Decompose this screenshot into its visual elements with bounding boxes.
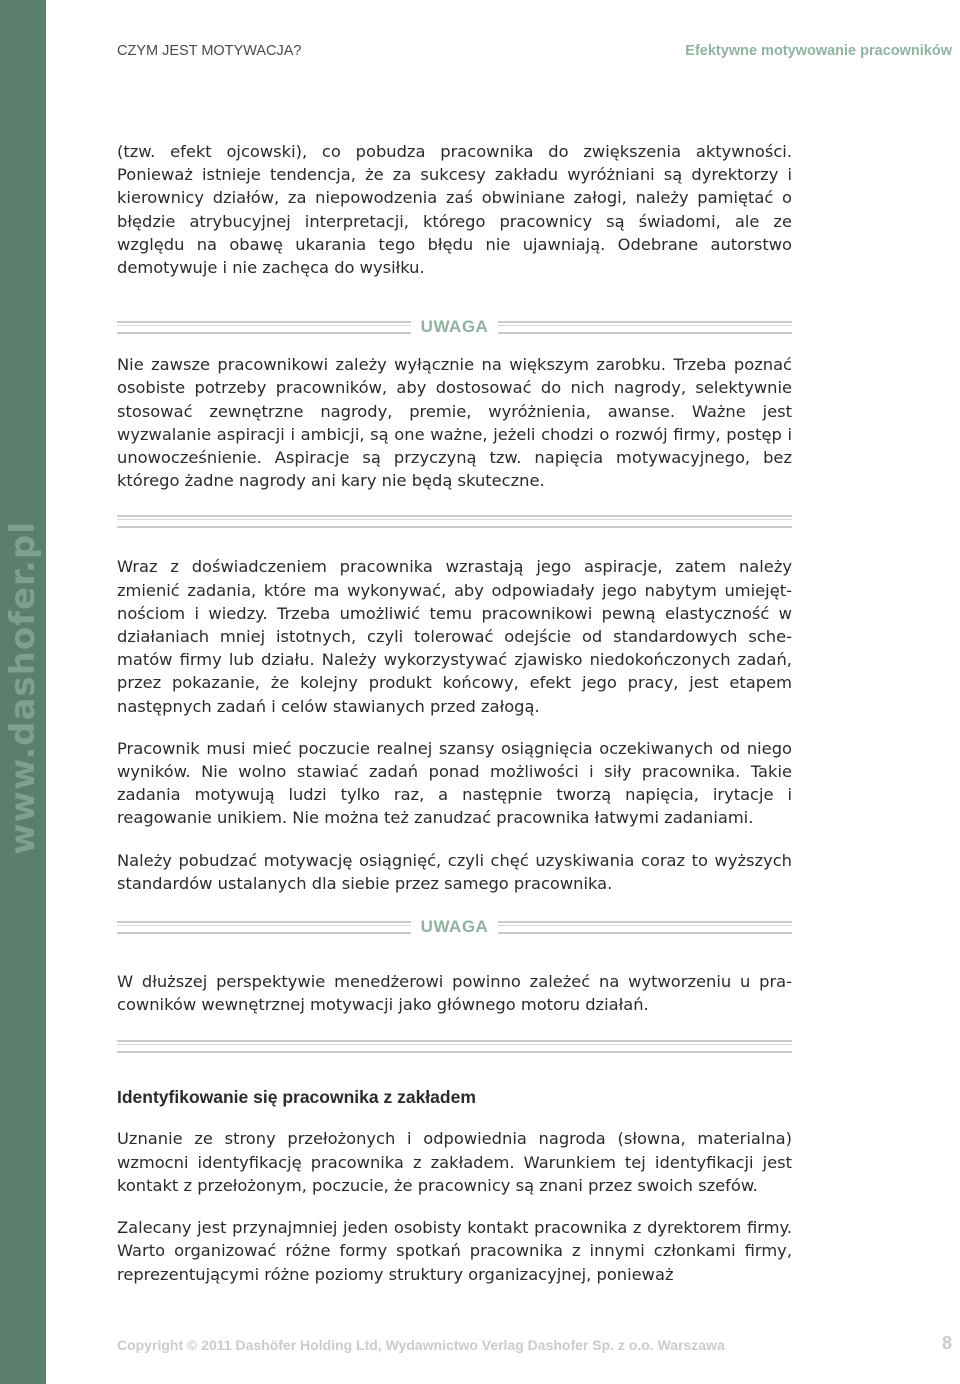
- paragraph: Zalecany jest przynajmniej jeden osobisty kontakt pracownika z dyrektorem firmy. Warto organizować różne formy spotkań pracownika z innymi członkami firmy, reprezentującymi różne poziomy struktury organizacyjnej, ponieważ: [117, 1218, 792, 1284]
- running-header-title: Efektywne motywowanie pracowników: [685, 43, 952, 59]
- paragraph: Pracownik musi mieć poczucie realnej szansy osiągnięcia oczekiwanych od niego wyników. Nie wolno stawiać zadań ponad możliwości i siły pracownika. Takie zadania motywują ludzi tylko raz, a następnie tworzą napięcia, irytacje i reagowanie unikiem. Nie można też zanudzać pracownika łatwymi zadaniami.: [117, 738, 792, 828]
- paragraph: Uznanie ze strony przełożonych i odpowiednia nagroda (słowna, materialna) wzmocni identyfikację pracownika z zakładem. Warunkiem tej identyfikacji jest kontakt z przełożonym, poczucie, że pracownicy są znani przez swoich szefów.: [117, 1129, 792, 1195]
- sidebar-band: [0, 0, 46, 1384]
- note-text: W dłuższej perspektywie menedżerowi powinno zależeć na wytworzeniu u pracowników wewnętrznej motywacji jako głównego motoru działań.: [117, 972, 792, 1015]
- page-content: [117, 140, 792, 1286]
- note-divider: [117, 515, 792, 528]
- note-label: UWAGA: [420, 317, 489, 337]
- footer-copyright: Copyright © 2011 Dashöfer Holding Ltd, Wydawnictwo Verlag Dashofer Sp. z o.o. Warszawa: [117, 1337, 725, 1353]
- note-header: [117, 315, 792, 339]
- note-text: Nie zawsze pracownikowi zależy wyłącznie na większym zarobku. Trzeba poznać osobiste potrzeby pracowników, aby dostosować do nich nagrody, selektywnie stosować zewnętrzne nagrody, premie, wyróżnienia, awanse. Ważne jest wyzwalanie aspiracji i ambicji, są one ważne, jeżeli chodzi o rozwój firmy, postęp i unowocześnienie. Aspiracje są przyczyną tzw. napięcia motywacyjnego, bez którego żadne nagrody ani kary nie będą skuteczne.: [117, 355, 792, 491]
- note-header: [117, 915, 792, 939]
- paragraph: Wraz z doświadczeniem pracownika wzrastają jego aspiracje, zatem należy zmienić zadania, które ma wykonywać, aby odpowiadały jego nabytym umiejętnościom i wiedzy. Trzeba umożliwić temu pracownikowi pewną elastyczność w działaniach mniej istotnych, czyli tolerować odejście od standardowych schematów firmy lub działu. Należy wykorzystywać zjawisko niedokończonych zadań, przez pokazanie, że kolejny produkt końcowy, efekt jego pracy, jest etapem następnych zadań i celów stawianych przed załogą.: [117, 557, 792, 716]
- note-rule-right: [498, 321, 792, 334]
- section-heading: Identyfikowanie się pracownika z zakładem: [117, 1087, 476, 1108]
- paragraph: Należy pobudzać motywację osiągnięć, czyli chęć uzyskiwania coraz to wyższych standardów ustalanych dla siebie przez samego pracownika.: [117, 850, 792, 893]
- paragraph: (tzw. efekt ojcowski), co pobudza pracownika do zwiększenia aktywności. Ponieważ istnieje tendencja, że za sukcesy zakładu wyróżniani są dyrektorzy i kierownicy działów, za niepowodzenia zaś obwiniane załogi, należy pamiętać o błędzie atrybucyjnej interpretacji, którego pracownicy są świadomi, ale ze względu na obawę ukarania tego błędu nie ujawniają. Odebrane autorstwo demotywuje i nie zachęca do wysiłku.: [117, 142, 792, 278]
- page-number: 8: [941, 1333, 952, 1353]
- note-divider: [117, 1040, 792, 1053]
- running-header-chapter: CZYM JEST MOTYWACJA?: [117, 43, 302, 59]
- note-label: UWAGA: [420, 917, 489, 937]
- sidebar-watermark: www.dashofer.pl: [3, 521, 43, 855]
- note-rule-right: [498, 921, 792, 934]
- note-rule-left: [117, 921, 411, 934]
- note-rule-left: [117, 321, 411, 334]
